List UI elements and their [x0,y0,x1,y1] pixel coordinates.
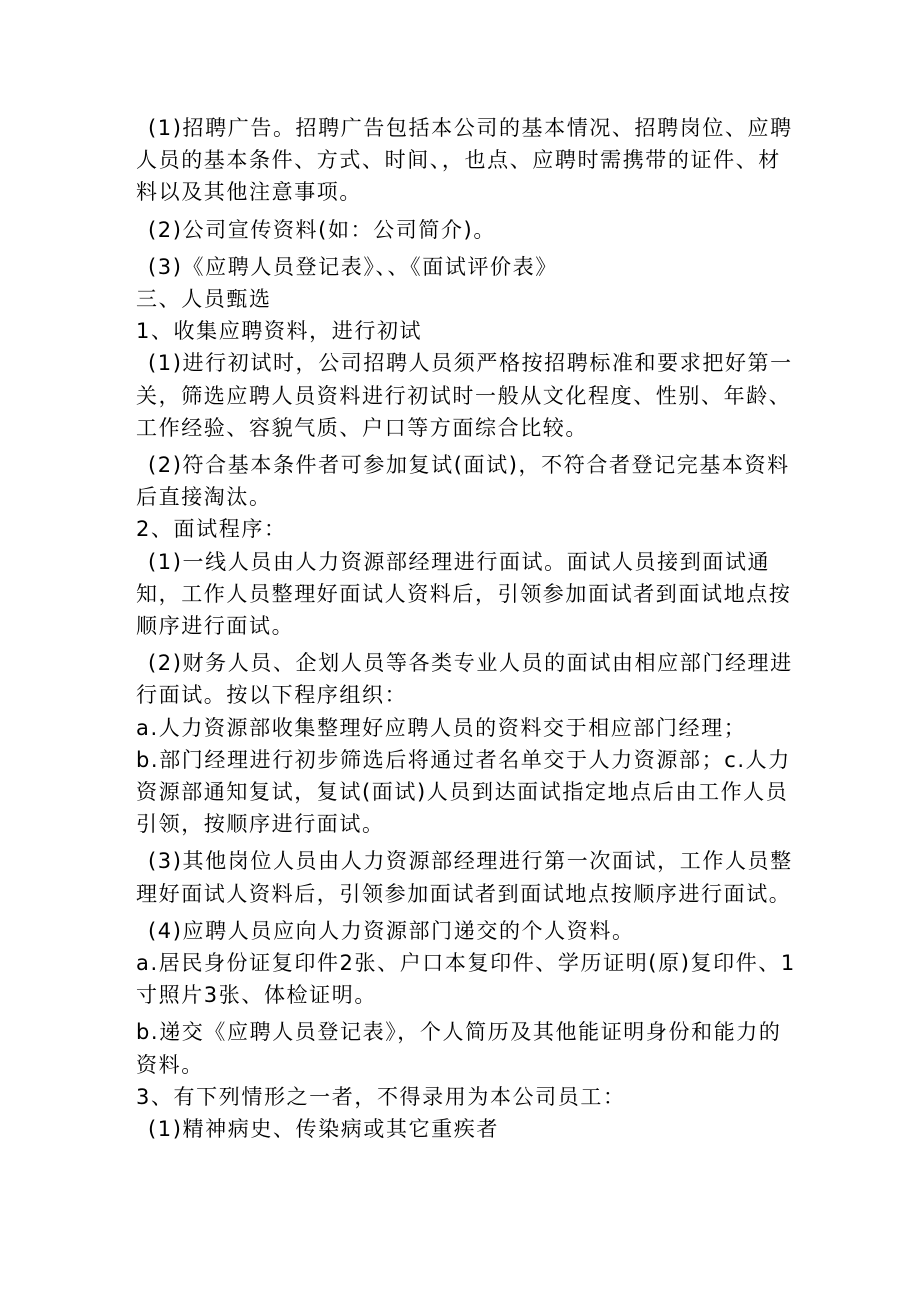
paragraph-frontline-interview: (1)一线人员由人力资源部经理进行面试。面试人员接到面试通知，工作人员整理好面试人资料后，引领参加面试者到面试地点按顺序进行面试。 [136,549,792,639]
paragraph-qualified-candidates: (2)符合基本条件者可参加复试(面试)，不符合者登记完基本资料后直接淘汰。 [136,453,790,510]
list-item-b-registration-form: b.递交《应聘人员登记表》，个人简历及其他能证明身份和能力的资料。 [136,1020,782,1077]
paragraph-personal-documents: (4)应聘人员应向人力资源部门递交的个人资料。 [148,918,635,943]
paragraph-recruitment-ad: (1)招聘广告。招聘广告包括本公司的基本情况、招聘岗位、应聘人员的基本条件、方式、时间、，也点、应聘时需携带的证件、材料以及其他注意事项。 [136,116,793,205]
subheading-collect-materials: 1、收集应聘资料，进行初试 [136,319,423,344]
paragraph-forms: (3)《应聘人员登记表》、、《面试评价表》 [148,254,558,279]
paragraph-other-positions: (3)其他岗位人员由人力资源部经理进行第一次面试，工作人员整理好面试人资料后，引领参加面试者到面试地点按顺序进行面试。 [136,849,793,906]
subheading-interview-procedure: 2、面试程序： [136,517,287,542]
list-item-b-manager-screening: b.部门经理进行初步筛选后将通过者名单交于人力资源部；c.人力资源部通知复试，复试(面试)人员到达面试指定地点后由工作人员引领，按顺序进行面试。 [136,747,791,837]
paragraph-mental-illness: (1)精神病史、传染病或其它重疾者 [148,1117,499,1142]
paragraph-initial-screening: (1)进行初试时，公司招聘人员须严格按招聘标准和要求把好第一关，筛选应聘人员资料进行初试时一般从文化程度、性别、年龄、工作经验、容貌气质、户口等方面综合比较。 [136,351,793,440]
section-heading-personnel-selection: 三、人员甄选 [136,287,272,312]
list-item-a-id-copies: a.居民身份证复印件2张、户口本复印件、学历证明(原)复印件、1寸照片3张、体检证明。 [136,951,796,1008]
list-item-a-hr-collect: a.人力资源部收集整理好应聘人员的资料交于相应部门经理； [136,715,747,740]
document-body [136,112,796,1145]
subheading-disqualifications: 3、有下列情形之一者，不得录用为本公司员工： [136,1084,626,1109]
paragraph-professional-interview: (2)财务人员、企划人员等各类专业人员的面试由相应部门经理进行面试。按以下程序组织： [136,651,793,708]
paragraph-company-materials: (2)公司宣传资料(如：公司简介)。 [148,217,496,242]
